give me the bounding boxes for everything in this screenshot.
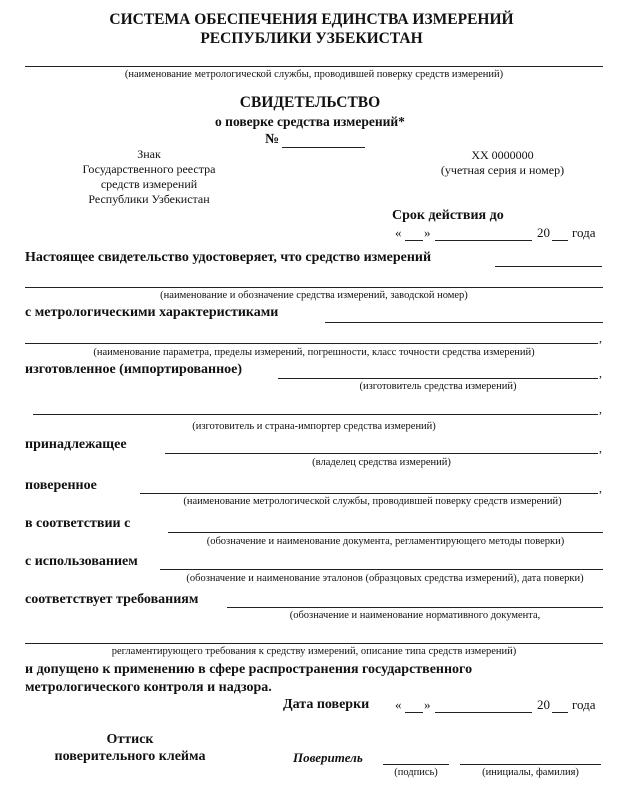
validity-open-quote: « bbox=[395, 225, 402, 240]
validity-year-field[interactable] bbox=[552, 240, 568, 241]
instrument-field[interactable] bbox=[25, 287, 603, 288]
importer-comma: , bbox=[599, 402, 602, 416]
manufactured-comma: , bbox=[599, 366, 602, 380]
certificate-title: СВИДЕТЕЛЬСТВО bbox=[239, 94, 381, 111]
manufactured-label: изготовленное (импортированное) bbox=[25, 362, 243, 377]
registry-line1: Знак bbox=[137, 147, 161, 161]
verification-month-field[interactable] bbox=[435, 712, 532, 713]
stamp-line1: Оттиск bbox=[106, 732, 154, 747]
importer-caption: (изготовитель и страна-импортер средства измерений) bbox=[192, 421, 436, 432]
admitted-line2: метрологического контроля и надзора. bbox=[25, 680, 272, 695]
service-line bbox=[25, 66, 603, 67]
serial-value: XX 0000000 bbox=[471, 148, 534, 162]
owner-caption: (владелец средства измерений) bbox=[312, 457, 451, 468]
validity-year-prefix: 20 bbox=[537, 225, 550, 240]
characteristics-label: с метрологическими характеристиками bbox=[25, 305, 279, 320]
verification-close-quote: » bbox=[424, 697, 431, 712]
verified-label: поверенное bbox=[25, 478, 97, 493]
stamp-line2: поверительного клейма bbox=[54, 749, 206, 764]
validity-label: Срок действия до bbox=[392, 208, 504, 223]
characteristics-field[interactable] bbox=[325, 322, 603, 323]
certifies-field[interactable] bbox=[495, 266, 602, 267]
name-field[interactable] bbox=[460, 764, 601, 765]
admitted-line1: и допущено к применению в сфере распространения государственного bbox=[25, 662, 473, 677]
meets-label: соответствует требованиям bbox=[25, 592, 199, 607]
verification-date-label: Дата поверки bbox=[283, 697, 370, 712]
accordance-label: в соответствии с bbox=[25, 516, 131, 531]
importer-field[interactable] bbox=[33, 414, 598, 415]
service-caption: (наименование метрологической службы, проводившей поверку средств измерений) bbox=[124, 69, 504, 80]
accordance-caption: (обозначение и наименование документа, регламентирующего методы поверки) bbox=[206, 536, 565, 547]
validity-year-suffix: года bbox=[572, 225, 596, 240]
owner-comma: , bbox=[599, 441, 602, 455]
regulating-field[interactable] bbox=[25, 643, 603, 644]
using-caption: (обозначение и наименование эталонов (образцовых средства измерений), дата поверки) bbox=[186, 573, 584, 584]
instrument-caption: (наименование и обозначение средства измерений, заводской номер) bbox=[160, 290, 468, 301]
validity-day-field[interactable] bbox=[405, 240, 423, 241]
verification-year-suffix: года bbox=[572, 697, 596, 712]
name-caption: (инициалы, фамилия) bbox=[482, 767, 579, 778]
verifier-label: Поверитель bbox=[293, 750, 363, 765]
registry-line3: средств измерений bbox=[100, 177, 198, 191]
registry-line2: Государственного реестра bbox=[82, 162, 216, 176]
verified-comma: , bbox=[599, 481, 602, 495]
serial-caption: (учетная серия и номер) bbox=[440, 163, 565, 177]
certificate-subtitle: о поверке средства измерений* bbox=[215, 114, 405, 129]
params-caption: (наименование параметра, пределы измерений, погрешности, класс точности средства измерений) bbox=[93, 347, 535, 358]
verification-day-field[interactable] bbox=[405, 712, 423, 713]
verification-open-quote: « bbox=[395, 697, 402, 712]
validity-month-field[interactable] bbox=[435, 240, 532, 241]
verification-year-field[interactable] bbox=[552, 712, 568, 713]
verified-caption: (наименование метрологической службы, проводившей поверку средств измерений) bbox=[183, 496, 562, 507]
manufacturer-caption: (изготовитель средства измерений) bbox=[359, 381, 517, 392]
characteristics-field-2[interactable] bbox=[25, 343, 598, 344]
registry-line4: Республики Узбекистан bbox=[88, 192, 210, 206]
verified-field[interactable] bbox=[140, 493, 598, 494]
using-label: с использованием bbox=[25, 554, 138, 569]
meets-field[interactable] bbox=[227, 607, 603, 608]
signature-caption: (подпись) bbox=[394, 767, 438, 778]
verification-year-prefix: 20 bbox=[537, 697, 550, 712]
regulating-caption: регламентирующего требования к средству измерений, описание типа средств измерений) bbox=[111, 646, 517, 657]
owner-field[interactable] bbox=[165, 453, 598, 454]
certificate-number-field[interactable] bbox=[282, 147, 365, 148]
owner-label: принадлежащее bbox=[25, 437, 127, 452]
using-field[interactable] bbox=[160, 569, 603, 570]
certifies-text: Настоящее свидетельство удостоверяет, что средство измерений bbox=[25, 250, 432, 265]
header-title-line1: СИСТЕМА ОБЕСПЕЧЕНИЯ ЕДИНСТВА ИЗМЕРЕНИЙ bbox=[109, 11, 514, 28]
certificate-number-label: № bbox=[265, 132, 280, 147]
manufactured-field[interactable] bbox=[278, 378, 598, 379]
header-title-line2: РЕСПУБЛИКИ УЗБЕКИСТАН bbox=[200, 30, 423, 47]
characteristics-comma: , bbox=[599, 331, 602, 345]
validity-close-quote: » bbox=[424, 225, 431, 240]
signature-field[interactable] bbox=[383, 764, 449, 765]
accordance-field[interactable] bbox=[168, 532, 603, 533]
meets-caption: (обозначение и наименование нормативного документа, bbox=[289, 610, 541, 621]
